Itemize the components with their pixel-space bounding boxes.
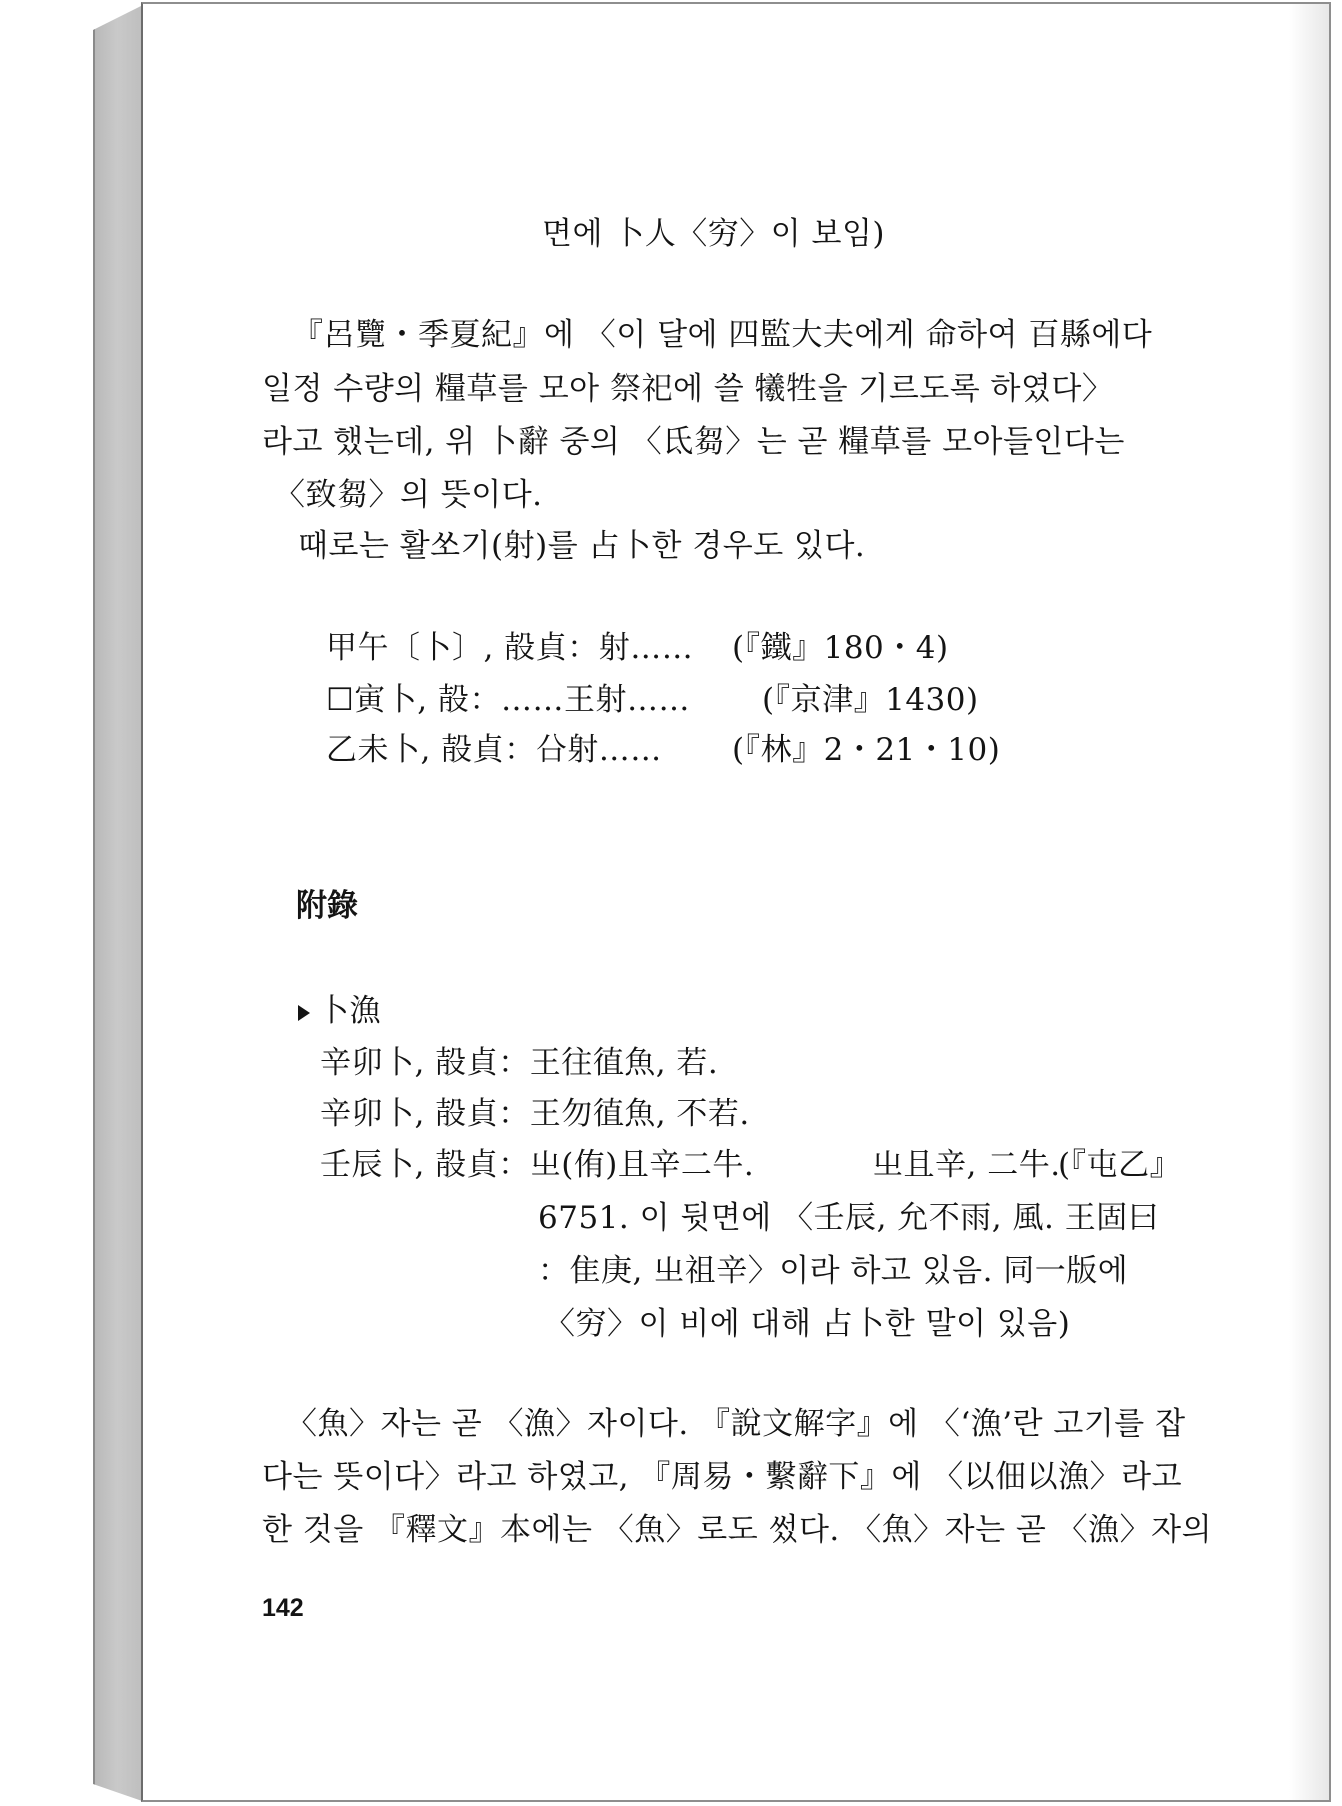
- top-line: 면에 卜人〈穷〉이 보임): [542, 216, 886, 252]
- para3-line2: 다는 뜻이다〉라고 하였고, 『周易・繫辭下』에 〈以佃以漁〉라고: [262, 1459, 1183, 1495]
- example-1-text: 甲午〔卜〕, 㱿貞：射……: [326, 630, 694, 666]
- para3-line3: 한 것을 『釋文』本에는 〈魚〉로도 썼다. 〈魚〉자는 곧 〈漁〉자의: [262, 1512, 1213, 1548]
- fishing-line-3-mid: 㞢且辛, 二牛.: [872, 1147, 1061, 1183]
- fishing-line-1: 辛卯卜, 㱿貞：王往徝魚, 若.: [320, 1045, 719, 1081]
- example-2-text: ☐寅卜, 㱿：……王射……: [326, 682, 690, 718]
- para1-line2: 일정 수량의 糧草를 모아 祭祀에 쓸 犧牲을 기르도록 하였다〉: [262, 371, 1114, 407]
- page-shadow: [1289, 4, 1329, 1800]
- appendix-item: [298, 985, 381, 1030]
- para1-line1: 『呂覽・季夏紀』에 〈이 달에 四監大夫에게 命하여 百縣에다: [292, 317, 1153, 353]
- example-3-source: (『林』2・21・10): [732, 732, 1001, 768]
- fishing-line-3-source: (『屯乙』: [1058, 1147, 1182, 1183]
- fishing-cont-1: 6751. 이 뒷면에 〈壬辰, 允不雨, 風. 王固曰: [538, 1200, 1160, 1236]
- appendix-item-label: 卜漁: [318, 993, 381, 1029]
- page-number: 142: [262, 1594, 304, 1622]
- appendix-heading: 附錄: [296, 888, 358, 924]
- para3-line1: 〈魚〉자는 곧 〈漁〉자이다. 『說文解字』에 〈‘漁’란 고기를 잡: [286, 1406, 1186, 1442]
- triangle-bullet-icon: [298, 1005, 310, 1021]
- para2: 때로는 활쏘기(射)를 占卜한 경우도 있다.: [298, 528, 866, 564]
- fishing-cont-2: ：隹庚, 㞢祖辛〉이라 하고 있음. 同一版에: [538, 1253, 1129, 1289]
- fishing-line-3: 壬辰卜, 㱿貞：㞢(侑)且辛二牛.: [320, 1147, 755, 1183]
- fishing-line-2: 辛卯卜, 㱿貞：王勿徝魚, 不若.: [320, 1096, 750, 1132]
- example-3-text: 乙未卜, 㱿貞：㕣射……: [326, 732, 662, 768]
- para1-line3: 라고 했는데, 위 卜辭 중의 〈氐芻〉는 곧 糧草를 모아들인다는: [262, 424, 1125, 460]
- example-2-source: (『京津』1430): [762, 682, 979, 718]
- example-1-source: (『鐵』180・4): [732, 630, 949, 666]
- fishing-cont-3: 〈穷〉이 비에 대해 占卜한 말이 있음): [544, 1306, 1071, 1342]
- para1-line4: 〈致芻〉의 뜻이다.: [274, 477, 543, 513]
- book-spine: [93, 4, 145, 1802]
